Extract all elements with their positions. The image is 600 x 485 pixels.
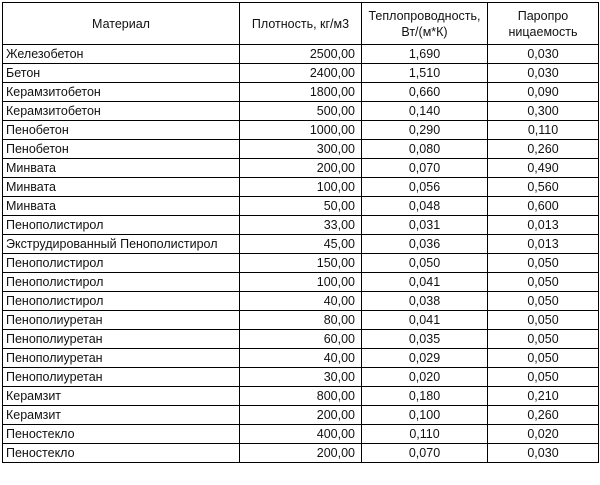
material-cell: Минвата	[3, 178, 240, 197]
material-cell: Керамзитобетон	[3, 102, 240, 121]
material-cell: Керамзитобетон	[3, 83, 240, 102]
conductivity-cell: 0,290	[362, 121, 488, 140]
material-cell: Пенополиуретан	[3, 349, 240, 368]
conductivity-cell: 0,070	[362, 159, 488, 178]
table-row	[3, 349, 599, 368]
table-row	[3, 273, 599, 292]
conductivity-cell: 0,100	[362, 406, 488, 425]
materials-table-container	[2, 2, 599, 463]
table-row	[3, 406, 599, 425]
vapor-permeability-cell: 0,110	[488, 121, 599, 140]
table-row	[3, 216, 599, 235]
table-row	[3, 235, 599, 254]
conductivity-cell: 0,038	[362, 292, 488, 311]
vapor-permeability-cell: 0,050	[488, 311, 599, 330]
density-cell: 1000,00	[240, 121, 362, 140]
vapor-permeability-cell: 0,020	[488, 425, 599, 444]
conductivity-cell: 0,020	[362, 368, 488, 387]
table-row	[3, 159, 599, 178]
table-row	[3, 102, 599, 121]
density-cell: 100,00	[240, 273, 362, 292]
conductivity-cell: 0,056	[362, 178, 488, 197]
table-row	[3, 140, 599, 159]
material-cell: Пенополистирол	[3, 292, 240, 311]
conductivity-cell: 0,048	[362, 197, 488, 216]
material-cell: Минвата	[3, 159, 240, 178]
density-cell: 2500,00	[240, 45, 362, 64]
conductivity-cell: 0,031	[362, 216, 488, 235]
conductivity-cell: 0,035	[362, 330, 488, 349]
table-row	[3, 292, 599, 311]
vapor-permeability-cell: 0,260	[488, 140, 599, 159]
header-conductivity-line1: Теплопроводность,	[368, 8, 481, 23]
vapor-permeability-cell: 0,030	[488, 444, 599, 463]
density-cell: 150,00	[240, 254, 362, 273]
vapor-permeability-cell: 0,260	[488, 406, 599, 425]
density-cell: 40,00	[240, 292, 362, 311]
density-cell: 50,00	[240, 197, 362, 216]
conductivity-cell: 0,080	[362, 140, 488, 159]
density-cell: 30,00	[240, 368, 362, 387]
material-cell: Керамзит	[3, 406, 240, 425]
header-vapor-line2: ницаемость	[508, 24, 578, 39]
vapor-permeability-cell: 0,013	[488, 216, 599, 235]
conductivity-cell: 0,050	[362, 254, 488, 273]
density-cell: 100,00	[240, 178, 362, 197]
material-cell: Экструдированный Пенополистирол	[3, 235, 240, 254]
density-cell: 45,00	[240, 235, 362, 254]
density-cell: 800,00	[240, 387, 362, 406]
header-density	[240, 3, 362, 45]
table-row	[3, 368, 599, 387]
table-row	[3, 197, 599, 216]
vapor-permeability-cell: 0,300	[488, 102, 599, 121]
conductivity-cell: 0,180	[362, 387, 488, 406]
density-cell: 40,00	[240, 349, 362, 368]
density-cell: 300,00	[240, 140, 362, 159]
materials-table	[2, 2, 599, 463]
table-row	[3, 178, 599, 197]
vapor-permeability-cell: 0,560	[488, 178, 599, 197]
conductivity-cell: 0,070	[362, 444, 488, 463]
conductivity-cell: 0,029	[362, 349, 488, 368]
table-row	[3, 444, 599, 463]
material-cell: Пеностекло	[3, 425, 240, 444]
conductivity-cell: 0,660	[362, 83, 488, 102]
density-cell: 60,00	[240, 330, 362, 349]
table-body	[3, 45, 599, 463]
density-cell: 200,00	[240, 159, 362, 178]
table-row	[3, 311, 599, 330]
material-cell: Минвата	[3, 197, 240, 216]
vapor-permeability-cell: 0,050	[488, 349, 599, 368]
material-cell: Пенобетон	[3, 121, 240, 140]
conductivity-cell: 0,140	[362, 102, 488, 121]
material-cell: Железобетон	[3, 45, 240, 64]
material-cell: Пенополистирол	[3, 273, 240, 292]
table-row	[3, 425, 599, 444]
header-vapor-line1: Паропро	[517, 8, 569, 23]
vapor-permeability-cell: 0,050	[488, 330, 599, 349]
conductivity-cell: 0,041	[362, 311, 488, 330]
header-row	[3, 3, 599, 45]
material-cell: Пенополиуретан	[3, 330, 240, 349]
material-cell: Пенополистирол	[3, 216, 240, 235]
material-cell: Пенополиуретан	[3, 368, 240, 387]
table-row	[3, 45, 599, 64]
table-row	[3, 83, 599, 102]
header-density-label: Плотность, кг/м3	[251, 16, 350, 31]
header-conductivity	[362, 3, 488, 45]
header-material-label: Материал	[92, 16, 150, 31]
density-cell: 33,00	[240, 216, 362, 235]
material-cell: Пеностекло	[3, 444, 240, 463]
header-conductivity-line2: Вт/(м*К)	[401, 24, 448, 39]
table-row	[3, 387, 599, 406]
density-cell: 80,00	[240, 311, 362, 330]
density-cell: 400,00	[240, 425, 362, 444]
vapor-permeability-cell: 0,090	[488, 83, 599, 102]
material-cell: Пенополиуретан	[3, 311, 240, 330]
conductivity-cell: 1,690	[362, 45, 488, 64]
conductivity-cell: 0,041	[362, 273, 488, 292]
header-material	[3, 3, 240, 45]
density-cell: 2400,00	[240, 64, 362, 83]
vapor-permeability-cell: 0,050	[488, 368, 599, 387]
vapor-permeability-cell: 0,050	[488, 254, 599, 273]
material-cell: Пенополистирол	[3, 254, 240, 273]
table-row	[3, 254, 599, 273]
vapor-permeability-cell: 0,490	[488, 159, 599, 178]
density-cell: 200,00	[240, 406, 362, 425]
conductivity-cell: 1,510	[362, 64, 488, 83]
density-cell: 500,00	[240, 102, 362, 121]
material-cell: Пенобетон	[3, 140, 240, 159]
table-row	[3, 121, 599, 140]
vapor-permeability-cell: 0,600	[488, 197, 599, 216]
material-cell: Керамзит	[3, 387, 240, 406]
table-row	[3, 64, 599, 83]
conductivity-cell: 0,110	[362, 425, 488, 444]
header-vapor-permeability	[488, 3, 599, 45]
table-header	[3, 3, 599, 45]
vapor-permeability-cell: 0,050	[488, 292, 599, 311]
vapor-permeability-cell: 0,030	[488, 64, 599, 83]
conductivity-cell: 0,036	[362, 235, 488, 254]
vapor-permeability-cell: 0,210	[488, 387, 599, 406]
vapor-permeability-cell: 0,030	[488, 45, 599, 64]
table-row	[3, 330, 599, 349]
density-cell: 200,00	[240, 444, 362, 463]
vapor-permeability-cell: 0,050	[488, 273, 599, 292]
vapor-permeability-cell: 0,013	[488, 235, 599, 254]
material-cell: Бетон	[3, 64, 240, 83]
density-cell: 1800,00	[240, 83, 362, 102]
